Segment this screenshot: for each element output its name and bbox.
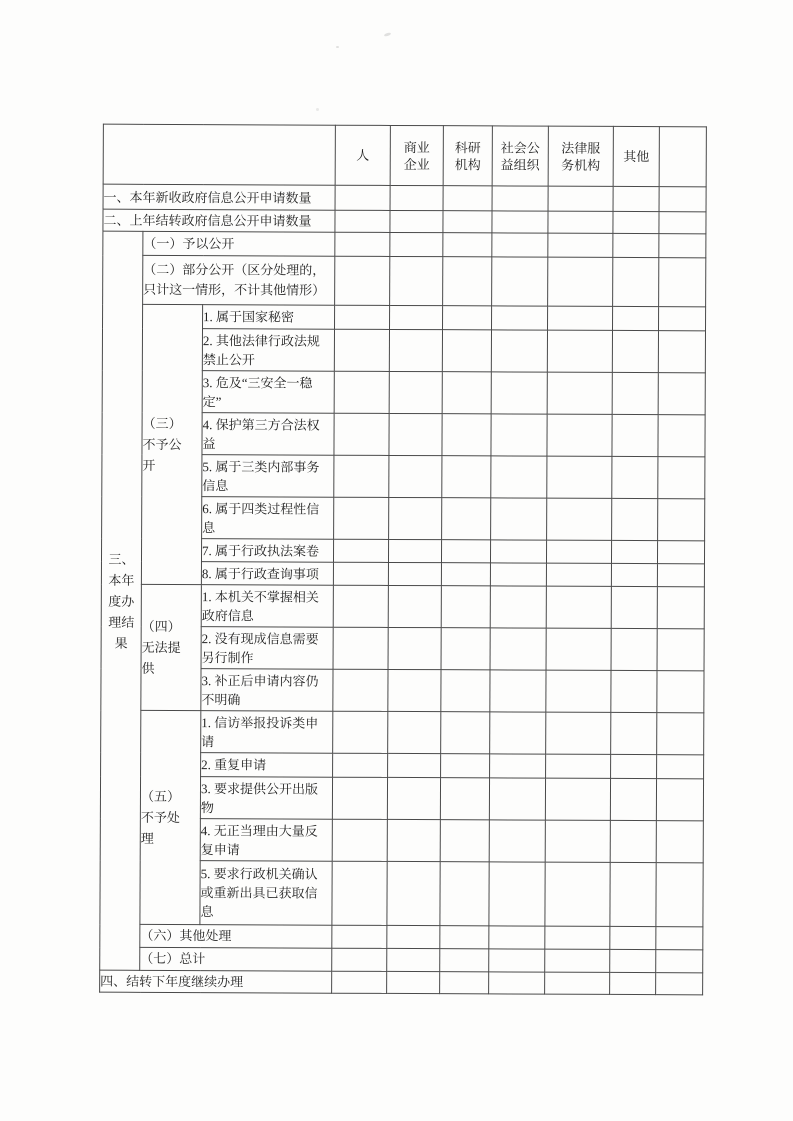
- data-cell: [492, 186, 548, 211]
- item-label: 2. 重复申请: [201, 753, 333, 778]
- row-label-total: （七）总计: [140, 947, 332, 971]
- item-label: 6. 属于四类过程性信 息: [202, 497, 334, 540]
- item-label: 2. 其他法律行政法规 禁止公开: [202, 329, 334, 372]
- data-cell: [611, 540, 657, 563]
- data-cell: [658, 499, 705, 541]
- data-cell: [442, 498, 491, 540]
- data-cell: [656, 863, 703, 927]
- data-cell: [656, 950, 703, 973]
- data-cell: [490, 670, 546, 712]
- data-cell: [657, 564, 704, 587]
- data-cell: [333, 585, 388, 627]
- data-cell: [441, 628, 490, 670]
- data-cell: [333, 539, 388, 562]
- data-cell: [545, 926, 610, 949]
- col-header-natural-person: 人: [335, 125, 390, 185]
- table-row: [101, 710, 704, 755]
- data-cell: [332, 777, 387, 819]
- data-cell: [334, 413, 389, 455]
- data-cell: [613, 257, 659, 306]
- data-cell: [612, 498, 658, 540]
- data-cell: [490, 586, 546, 628]
- row-label-granted: （一）予以公开: [143, 231, 335, 256]
- data-cell: [547, 414, 612, 456]
- group-label-unable: （四） 无法提 供: [141, 584, 202, 710]
- data-cell: [335, 210, 390, 232]
- data-cell: [489, 778, 545, 820]
- data-cell: [333, 711, 388, 753]
- data-cell: [334, 497, 389, 539]
- data-cell: [659, 212, 706, 234]
- data-cell: [333, 669, 388, 711]
- data-cell: [547, 456, 612, 498]
- data-cell: [441, 712, 490, 754]
- item-label: 5. 属于三类内部事务 信息: [202, 455, 334, 498]
- data-cell: [658, 331, 705, 373]
- data-cell: [491, 498, 547, 540]
- data-cell: [658, 457, 705, 499]
- data-cell: [656, 973, 703, 995]
- data-cell: [492, 211, 548, 233]
- data-cell: [545, 972, 610, 994]
- data-cell: [490, 754, 546, 778]
- data-cell: [390, 210, 443, 232]
- data-cell: [545, 949, 610, 972]
- data-cell: [659, 307, 706, 331]
- data-cell: [389, 497, 442, 539]
- data-cell: [334, 371, 389, 413]
- data-cell: [610, 820, 656, 862]
- data-cell: [610, 778, 656, 820]
- data-cell: [658, 415, 705, 457]
- data-cell: [546, 712, 611, 754]
- data-cell: [443, 233, 492, 257]
- data-cell: [610, 972, 656, 994]
- data-cell: [548, 233, 613, 257]
- data-cell: [610, 949, 656, 972]
- data-cell: [611, 628, 657, 670]
- data-cell: [489, 862, 545, 926]
- data-cell: [489, 972, 545, 994]
- item-label: 8. 属于行政查询事项: [201, 562, 333, 586]
- data-cell: [613, 211, 659, 233]
- data-cell: [611, 754, 657, 778]
- data-cell: [332, 861, 387, 925]
- data-cell: [387, 819, 440, 861]
- col-header-public-welfare-org: 社会公 益组织: [492, 126, 548, 186]
- data-cell: [546, 670, 611, 712]
- data-cell: [442, 456, 491, 498]
- item-label: 1. 信访举报投诉类申 请: [201, 711, 333, 754]
- data-cell: [546, 563, 611, 586]
- data-cell: [545, 778, 610, 820]
- data-cell: [389, 413, 442, 455]
- data-cell: [388, 669, 441, 711]
- data-cell: [490, 563, 546, 586]
- data-cell: [547, 330, 612, 372]
- data-cell: [656, 821, 703, 863]
- data-cell: [332, 948, 387, 971]
- data-cell: [611, 563, 657, 586]
- data-cell: [335, 185, 390, 210]
- data-cell: [333, 627, 388, 669]
- data-cell: [441, 754, 490, 778]
- data-cell: [389, 329, 442, 371]
- data-cell: [440, 926, 489, 949]
- scan-speck: [316, 108, 319, 111]
- item-label: 4. 无正当理由大量反 复申请: [200, 819, 332, 862]
- item-label: 1. 本机关不掌握相关 政府信息: [201, 585, 333, 628]
- disclosure-report-table: [99, 124, 707, 996]
- data-cell: [613, 233, 659, 257]
- data-cell: [657, 541, 704, 564]
- data-cell: [442, 414, 491, 456]
- col-header-legal-service-org: 法律服 务机构: [548, 126, 613, 186]
- data-cell: [657, 713, 704, 755]
- item-label: 4. 保护第三方合法权 益: [202, 413, 334, 456]
- data-cell: [332, 925, 387, 948]
- data-cell: [613, 186, 659, 211]
- data-cell: [441, 670, 490, 712]
- data-cell: [387, 948, 440, 971]
- header-corner-cell: [103, 124, 335, 185]
- data-cell: [548, 211, 613, 233]
- data-cell: [611, 670, 657, 712]
- data-cell: [332, 819, 387, 861]
- item-label: 3. 要求提供公开出版 物: [200, 777, 332, 820]
- data-cell: [440, 778, 489, 820]
- scan-speck: [384, 32, 392, 37]
- data-cell: [388, 562, 441, 585]
- item-label: 1. 属于国家秘密: [203, 305, 335, 330]
- table-row: [103, 184, 706, 212]
- data-cell: [387, 777, 440, 819]
- data-cell: [657, 587, 704, 629]
- data-cell: [547, 372, 612, 414]
- data-cell: [388, 539, 441, 562]
- data-cell: [545, 862, 610, 926]
- data-cell: [657, 629, 704, 671]
- data-cell: [548, 257, 613, 306]
- data-cell: [333, 753, 388, 777]
- data-cell: [612, 414, 658, 456]
- data-cell: [443, 211, 492, 233]
- data-cell: [491, 414, 547, 456]
- col-header-commercial-enterprise: 商业 企业: [390, 125, 443, 185]
- section-label-annual-results: 三、 本年 度办 理结 果: [100, 231, 143, 970]
- data-cell: [388, 711, 441, 753]
- data-cell: [440, 820, 489, 862]
- item-label: 3. 补正后申请内容仍 不明确: [201, 669, 333, 712]
- data-cell: [390, 232, 443, 256]
- item-label: 7. 属于行政执法案卷: [201, 539, 333, 563]
- data-cell: [333, 562, 388, 585]
- data-cell: [610, 926, 656, 949]
- data-cell: [656, 779, 703, 821]
- group-label-not-processed: （五） 不予处 理: [140, 710, 201, 924]
- data-cell: [656, 927, 703, 950]
- col-header-research-institution: 科研 机构: [443, 126, 492, 186]
- data-cell: [443, 257, 492, 306]
- data-cell: [387, 861, 440, 925]
- data-cell: [612, 372, 658, 414]
- table-row: [100, 970, 703, 995]
- data-cell: [489, 820, 545, 862]
- data-cell: [491, 456, 547, 498]
- row-label-new-requests: 一、本年新收政府信息公开申请数量: [103, 184, 335, 210]
- data-cell: [388, 627, 441, 669]
- data-cell: [334, 329, 389, 371]
- table-row: [103, 255, 706, 307]
- data-cell: [612, 330, 658, 372]
- table-row: [103, 304, 706, 331]
- data-cell: [390, 185, 443, 210]
- data-cell: [546, 540, 611, 563]
- data-cell: [659, 187, 706, 212]
- row-label-partial: （二）部分公开（区分处理的， 只计这一情形，不计其他情形）: [143, 255, 335, 305]
- data-cell: [547, 498, 612, 540]
- data-cell: [658, 373, 705, 415]
- data-cell: [334, 455, 389, 497]
- data-cell: [490, 540, 546, 563]
- data-cell: [440, 949, 489, 972]
- row-label-other-handling: （六）其他处理: [140, 924, 332, 948]
- data-cell: [388, 585, 441, 627]
- table-row: [100, 947, 703, 973]
- data-cell: [442, 330, 491, 372]
- data-cell: [332, 971, 387, 993]
- data-cell: [335, 305, 390, 329]
- row-label-carried-over: 二、上年结转政府信息公开申请数量: [103, 209, 335, 232]
- data-cell: [335, 256, 390, 305]
- scan-speck: [336, 46, 339, 48]
- data-cell: [390, 256, 443, 305]
- table-row: [103, 209, 706, 234]
- data-cell: [659, 258, 706, 307]
- table-row: [101, 584, 704, 629]
- data-cell: [442, 372, 491, 414]
- table-row: [103, 231, 706, 258]
- data-cell: [387, 971, 440, 993]
- data-cell: [611, 712, 657, 754]
- col-header-blank: [659, 127, 706, 187]
- item-label: 2. 没有现成信息需要 另行制作: [201, 627, 333, 670]
- data-cell: [491, 330, 547, 372]
- data-cell: [657, 671, 704, 713]
- table-row: [100, 924, 703, 950]
- col-header-other: 其他: [613, 126, 659, 186]
- data-cell: [659, 234, 706, 258]
- data-cell: [440, 862, 489, 926]
- data-cell: [546, 754, 611, 778]
- data-cell: [387, 925, 440, 948]
- data-cell: [490, 628, 546, 670]
- data-cell: [612, 456, 658, 498]
- data-cell: [492, 233, 548, 257]
- data-cell: [548, 306, 613, 330]
- data-cell: [489, 926, 545, 949]
- data-cell: [490, 712, 546, 754]
- data-cell: [335, 232, 390, 256]
- header-row: [103, 124, 706, 187]
- item-label: 3. 危及“三安全一稳 定”: [202, 371, 334, 414]
- item-label: 5. 要求行政机关确认 或重新出具已获取信 息: [200, 861, 332, 926]
- data-cell: [491, 372, 547, 414]
- data-cell: [440, 972, 489, 994]
- data-cell: [546, 586, 611, 628]
- data-cell: [613, 306, 659, 330]
- row-label-next-year: 四、结转下年度继续办理: [100, 970, 332, 993]
- data-cell: [389, 455, 442, 497]
- data-cell: [492, 306, 548, 330]
- data-cell: [492, 257, 548, 306]
- data-cell: [657, 755, 704, 779]
- data-cell: [548, 186, 613, 211]
- data-cell: [388, 753, 441, 777]
- data-cell: [441, 540, 490, 563]
- data-cell: [545, 820, 610, 862]
- data-cell: [546, 628, 611, 670]
- data-cell: [443, 186, 492, 211]
- data-cell: [441, 563, 490, 586]
- data-cell: [389, 371, 442, 413]
- data-cell: [489, 949, 545, 972]
- data-cell: [610, 862, 656, 926]
- data-cell: [443, 306, 492, 330]
- data-cell: [441, 586, 490, 628]
- group-label-refused: （三） 不予公 开: [141, 304, 202, 584]
- data-cell: [611, 586, 657, 628]
- data-cell: [390, 305, 443, 329]
